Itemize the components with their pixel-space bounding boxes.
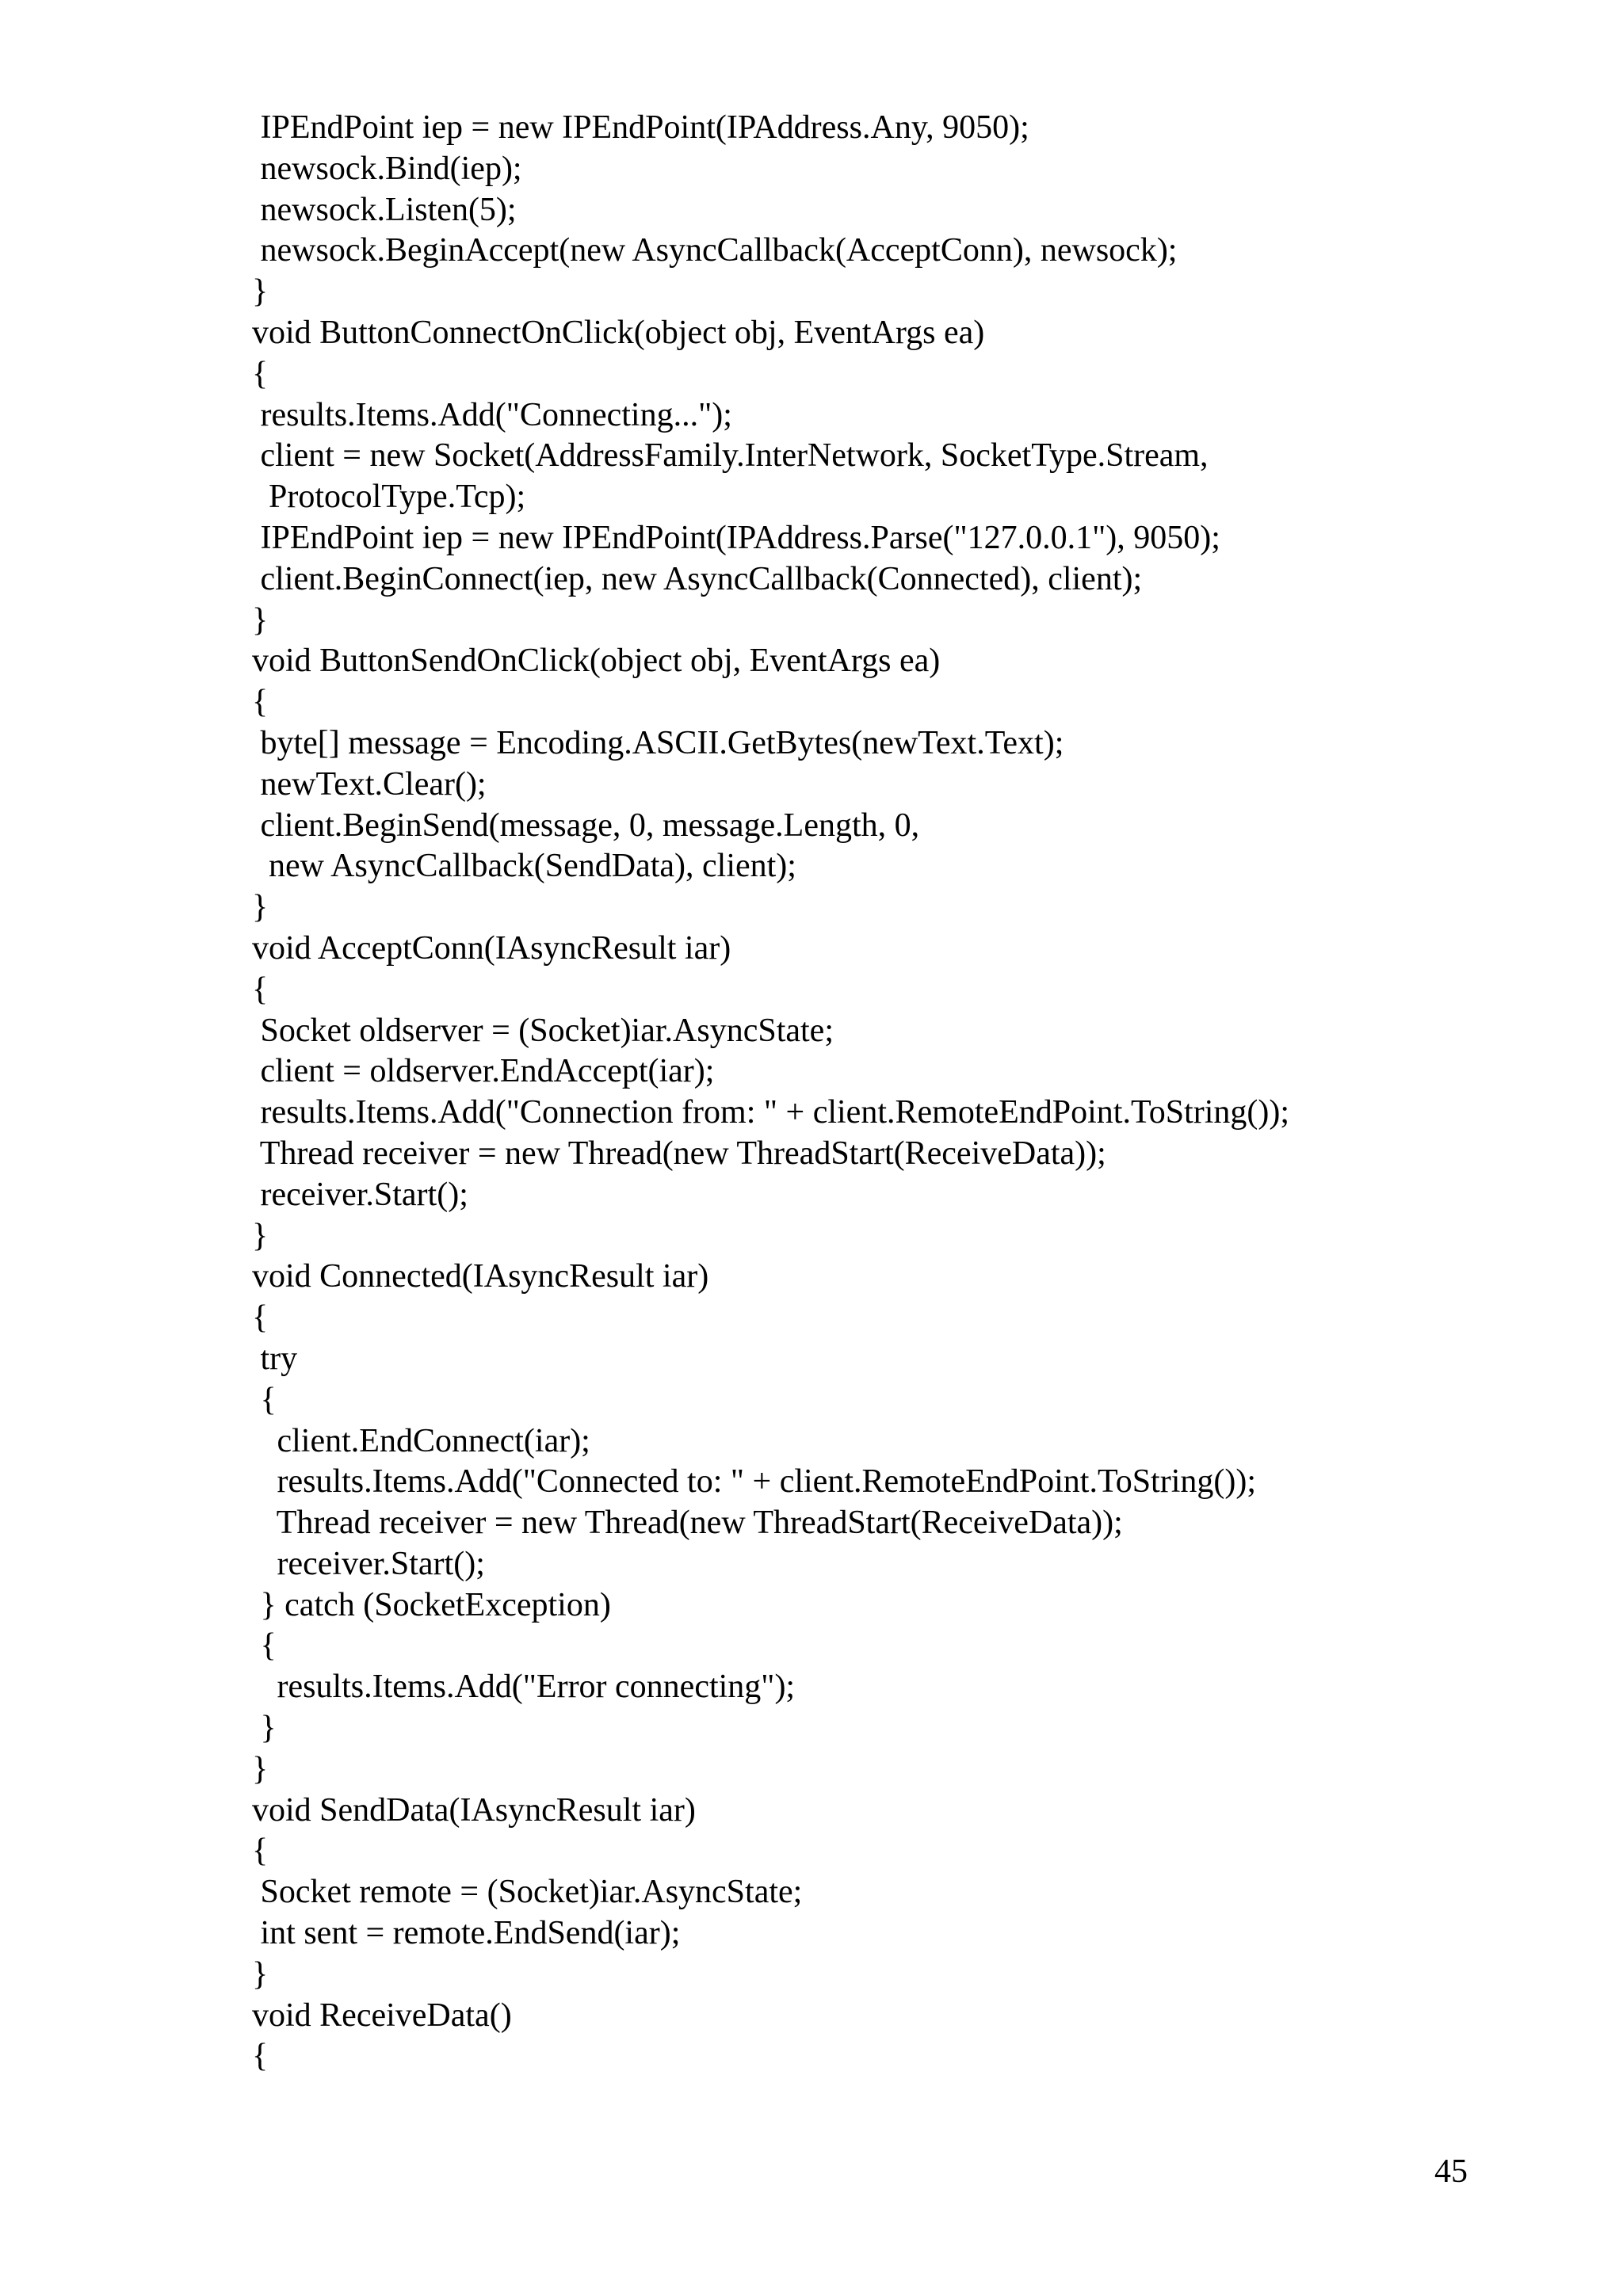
code-line: { [252, 2038, 269, 2075]
code-line: new AsyncCallback(SendData), client); [252, 848, 796, 885]
code-line: try [252, 1340, 298, 1377]
code-line: void ButtonConnectOnClick(object obj, EventArgs ea) [252, 314, 985, 351]
code-line: } [252, 889, 269, 926]
code-line: Socket remote = (Socket)iar.AsyncState; [252, 1874, 803, 1911]
code-line: newsock.BeginAccept(new AsyncCallback(AcceptConn), newsock); [252, 232, 1178, 269]
code-line: client.EndConnect(iar); [252, 1422, 590, 1459]
code-line: client = new Socket(AddressFamily.InterNetwork, SocketType.Stream, [252, 437, 1209, 475]
code-line: client.BeginConnect(iep, new AsyncCallback(Connected), client); [252, 560, 1143, 597]
code-line: Thread receiver = new Thread(new ThreadStart(ReceiveData)); [252, 1135, 1106, 1172]
code-line: } [252, 1955, 269, 1993]
code-line: void AcceptConn(IAsyncResult iar) [252, 929, 731, 967]
code-line: results.Items.Add("Error connecting"); [252, 1669, 796, 1706]
code-line: } [252, 1710, 277, 1747]
code-line: int sent = remote.EndSend(iar); [252, 1915, 681, 1952]
code-line: IPEndPoint iep = new IPEndPoint(IPAddress.Parse("127.0.0.1"), 9050); [252, 519, 1220, 556]
code-line: } [252, 273, 269, 311]
code-line: newsock.Listen(5); [252, 191, 517, 228]
code-line: client.BeginSend(message, 0, message.Length, 0, [252, 807, 920, 844]
code-line: { [252, 1299, 269, 1337]
code-line: byte[] message = Encoding.ASCII.GetBytes(newText.Text); [252, 724, 1064, 761]
code-line: { [252, 1381, 277, 1418]
code-line: Thread receiver = new Thread(new ThreadStart(ReceiveData)); [252, 1505, 1123, 1542]
code-line: { [252, 1627, 277, 1665]
code-line: results.Items.Add("Connecting..."); [252, 396, 732, 433]
code-line: } [252, 1750, 269, 1787]
code-line: { [252, 971, 269, 1008]
code-line: newsock.Bind(iep); [252, 150, 522, 187]
code-line: ProtocolType.Tcp); [252, 479, 526, 516]
code-line: Socket oldserver = (Socket)iar.AsyncState; [252, 1012, 834, 1049]
code-line: newText.Clear(); [252, 765, 487, 803]
code-line: IPEndPoint iep = new IPEndPoint(IPAddress.Any, 9050); [252, 109, 1029, 146]
code-line: results.Items.Add("Connected to: " + client.RemoteEndPoint.ToString()); [252, 1463, 1257, 1501]
code-line: client = oldserver.EndAccept(iar); [252, 1053, 715, 1090]
code-line: } [252, 601, 269, 639]
code-line: receiver.Start(); [252, 1176, 468, 1213]
code-line: void ReceiveData() [252, 1997, 512, 2034]
code-line: } [252, 1217, 269, 1254]
code-line: { [252, 1833, 269, 1870]
code-line: { [252, 355, 269, 392]
code-line: { [252, 684, 269, 721]
code-line: } catch (SocketException) [252, 1586, 611, 1623]
code-line: results.Items.Add("Connection from: " + client.RemoteEndPoint.ToString()); [252, 1094, 1290, 1131]
page-number: 45 [1434, 2153, 1468, 2190]
code-line: void Connected(IAsyncResult iar) [252, 1258, 709, 1295]
code-listing [252, 108, 1552, 2077]
code-line: receiver.Start(); [252, 1545, 485, 1582]
code-line: void SendData(IAsyncResult iar) [252, 1791, 696, 1829]
code-line: void ButtonSendOnClick(object obj, EventArgs ea) [252, 643, 941, 680]
